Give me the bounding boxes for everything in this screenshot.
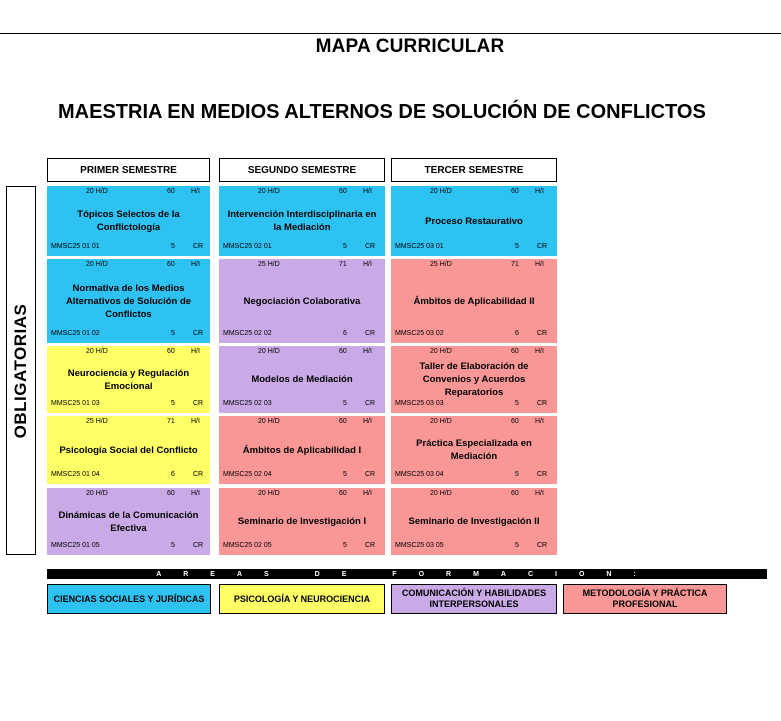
hours-direct: 25 H/D <box>430 261 452 268</box>
course-credits-unit: CR <box>193 542 204 549</box>
hours-direct: 20 H/D <box>258 418 280 425</box>
course-credits: 5 <box>171 542 175 549</box>
semester-header-3: TERCER SEMESTRE <box>391 158 557 182</box>
course-credits-unit: CR <box>193 471 204 478</box>
course-cell <box>219 186 385 256</box>
course-name: Tópicos Selectos de la Conflictología <box>77 209 180 233</box>
hours-independent-unit: H/I <box>363 348 372 355</box>
course-code: MMSC25 02 02 <box>223 330 272 337</box>
course-cell <box>47 346 210 413</box>
hours-independent: 60 <box>167 348 175 355</box>
course-cell <box>391 346 557 413</box>
page-subtitle: MAESTRIA EN MEDIOS ALTERNOS DE SOLUCIÓN DE CONFLICTOS <box>58 101 706 123</box>
course-cell <box>47 259 210 343</box>
course-footer <box>219 243 385 253</box>
course-footer <box>47 330 210 340</box>
course-cell <box>219 416 385 484</box>
course-code: MMSC25 03 01 <box>395 243 444 250</box>
hours-independent: 60 <box>511 348 519 355</box>
hours-direct: 25 H/D <box>86 418 108 425</box>
course-code: MMSC25 03 05 <box>395 542 444 549</box>
course-name: Normativa de los Medios Alternativos de Solución de Conflictos <box>65 282 192 320</box>
course-credits-unit: CR <box>193 400 204 407</box>
course-name: Modelos de Mediación <box>251 374 353 385</box>
hours-independent-unit: H/I <box>363 261 372 268</box>
hours-direct: 20 H/D <box>430 418 452 425</box>
course-footer <box>219 330 385 340</box>
course-name: Práctica Especializada en Mediación <box>416 438 532 462</box>
hours-independent-unit: H/I <box>363 418 372 425</box>
area-psicologia: PSICOLOGÍA Y NEUROCIENCIA <box>219 584 385 614</box>
course-hours <box>219 348 385 358</box>
course-footer <box>47 542 210 552</box>
course-code: MMSC25 02 05 <box>223 542 272 549</box>
course-cell <box>391 488 557 555</box>
hours-independent: 60 <box>511 418 519 425</box>
course-code: MMSC25 03 04 <box>395 471 444 478</box>
course-credits-unit: CR <box>193 243 204 250</box>
hours-independent: 60 <box>167 261 175 268</box>
course-hours <box>47 261 210 271</box>
course-name: Neurociencia y Regulación Emocional <box>67 367 190 392</box>
course-hours <box>391 188 557 198</box>
hours-independent: 60 <box>511 490 519 497</box>
course-name: Negociación Colaborativa <box>243 295 361 307</box>
hours-independent-unit: H/I <box>535 418 544 425</box>
course-code: MMSC25 01 04 <box>51 471 100 478</box>
course-credits-unit: CR <box>537 400 548 407</box>
course-credits-unit: CR <box>537 243 548 250</box>
semester-header-2: SEGUNDO SEMESTRE <box>219 158 385 182</box>
course-hours <box>47 490 210 500</box>
course-hours <box>219 490 385 500</box>
hours-independent-unit: H/I <box>535 188 544 195</box>
hours-independent: 60 <box>339 188 347 195</box>
hours-independent-unit: H/I <box>535 348 544 355</box>
area-metodologia: METODOLOGÍA Y PRÁCTICA PROFESIONAL <box>563 584 727 614</box>
course-hours <box>219 188 385 198</box>
hours-direct: 20 H/D <box>86 490 108 497</box>
course-hours <box>391 348 557 358</box>
course-cell <box>219 346 385 413</box>
hours-direct: 20 H/D <box>430 188 452 195</box>
course-footer <box>47 243 210 253</box>
course-code: MMSC25 01 01 <box>51 243 100 250</box>
hours-direct: 20 H/D <box>86 188 108 195</box>
hours-direct: 20 H/D <box>258 188 280 195</box>
course-code: MMSC25 03 02 <box>395 330 444 337</box>
course-hours <box>219 418 385 428</box>
course-footer <box>219 400 385 410</box>
areas-bar: AREAS DE FORMACION: <box>47 569 767 579</box>
course-cell <box>391 416 557 484</box>
course-credits: 6 <box>171 471 175 478</box>
course-code: MMSC25 01 02 <box>51 330 100 337</box>
hours-independent-unit: H/I <box>363 490 372 497</box>
course-code: MMSC25 03 03 <box>395 400 444 407</box>
hours-independent: 60 <box>167 188 175 195</box>
course-hours <box>47 188 210 198</box>
course-name: Ámbitos de Aplicabilidad II <box>413 295 535 307</box>
course-code: MMSC25 01 03 <box>51 400 100 407</box>
course-code: MMSC25 02 04 <box>223 471 272 478</box>
hours-independent-unit: H/I <box>191 490 200 497</box>
hours-independent: 60 <box>339 490 347 497</box>
top-rule <box>0 33 781 34</box>
course-cell <box>219 488 385 555</box>
course-hours <box>391 261 557 271</box>
course-hours <box>47 348 210 358</box>
course-name: Ámbitos de Aplicabilidad I <box>242 444 362 456</box>
hours-independent-unit: H/I <box>191 188 200 195</box>
hours-independent-unit: H/I <box>191 261 200 268</box>
course-cell <box>47 416 210 484</box>
hours-independent: 71 <box>339 261 347 268</box>
hours-independent: 60 <box>167 490 175 497</box>
course-credits-unit: CR <box>365 471 376 478</box>
course-footer <box>391 471 557 481</box>
course-credits-unit: CR <box>537 330 548 337</box>
course-hours <box>47 418 210 428</box>
page-title: MAPA CURRICULAR <box>315 36 505 57</box>
course-credits: 6 <box>343 330 347 337</box>
course-footer <box>47 400 210 410</box>
hours-independent: 60 <box>511 188 519 195</box>
hours-independent-unit: H/I <box>535 261 544 268</box>
course-credits: 5 <box>515 471 519 478</box>
course-credits-unit: CR <box>365 330 376 337</box>
course-footer <box>391 542 557 552</box>
course-name: Proceso Restaurativo <box>425 215 523 227</box>
hours-independent-unit: H/I <box>191 418 200 425</box>
course-credits: 5 <box>171 243 175 250</box>
hours-independent: 71 <box>167 418 175 425</box>
course-footer <box>47 471 210 481</box>
course-credits-unit: CR <box>193 330 204 337</box>
course-credits-unit: CR <box>365 542 376 549</box>
semester-header-1: PRIMER SEMESTRE <box>47 158 210 182</box>
course-cell <box>391 259 557 343</box>
course-footer <box>391 400 557 410</box>
course-credits-unit: CR <box>365 400 376 407</box>
course-credits: 5 <box>343 243 347 250</box>
course-footer <box>219 471 385 481</box>
course-name: Taller de Elaboración de Convenios y Acuerdos Reparatorios <box>419 361 529 398</box>
hours-direct: 20 H/D <box>430 490 452 497</box>
course-name: Intervención Interdisciplinaria en la Mediación <box>227 209 377 233</box>
hours-direct: 25 H/D <box>258 261 280 268</box>
area-comunicacion: COMUNICACIÓN Y HABILIDADES INTERPERSONALES <box>391 584 557 614</box>
course-cell <box>47 488 210 555</box>
course-credits: 5 <box>343 471 347 478</box>
course-footer <box>219 542 385 552</box>
hours-independent: 71 <box>511 261 519 268</box>
course-footer <box>391 243 557 253</box>
course-hours <box>219 261 385 271</box>
hours-direct: 20 H/D <box>86 348 108 355</box>
hours-independent: 60 <box>339 348 347 355</box>
hours-direct: 20 H/D <box>258 348 280 355</box>
course-credits: 5 <box>171 330 175 337</box>
area-ciencias-sociales: CIENCIAS SOCIALES Y JURÍDICAS <box>47 584 211 614</box>
course-credits: 5 <box>515 542 519 549</box>
course-name: Seminario de Investigación II <box>408 516 540 527</box>
course-name: Seminario de Investigación I <box>237 516 367 527</box>
hours-independent-unit: H/I <box>191 348 200 355</box>
course-code: MMSC25 02 03 <box>223 400 272 407</box>
course-credits-unit: CR <box>365 243 376 250</box>
hours-direct: 20 H/D <box>430 348 452 355</box>
hours-direct: 20 H/D <box>86 261 108 268</box>
course-code: MMSC25 02 01 <box>223 243 272 250</box>
course-credits-unit: CR <box>537 471 548 478</box>
course-footer <box>391 330 557 340</box>
hours-independent-unit: H/I <box>363 188 372 195</box>
obligatorias-label: OBLIGATORIAS <box>11 303 30 438</box>
course-credits: 6 <box>515 330 519 337</box>
course-credits: 5 <box>515 243 519 250</box>
course-credits: 5 <box>515 400 519 407</box>
hours-independent: 60 <box>339 418 347 425</box>
course-cell <box>219 259 385 343</box>
course-code: MMSC25 01 05 <box>51 542 100 549</box>
hours-independent-unit: H/I <box>535 490 544 497</box>
course-credits: 5 <box>171 400 175 407</box>
hours-direct: 20 H/D <box>258 490 280 497</box>
course-credits: 5 <box>343 400 347 407</box>
course-cell <box>391 186 557 256</box>
obligatorias-label-box <box>6 186 36 555</box>
course-credits: 5 <box>343 542 347 549</box>
course-name: Psicología Social del Conflicto <box>59 444 198 456</box>
course-hours <box>391 490 557 500</box>
course-name: Dinámicas de la Comunicación Efectiva <box>58 509 199 534</box>
course-credits-unit: CR <box>537 542 548 549</box>
course-cell <box>47 186 210 256</box>
course-hours <box>391 418 557 428</box>
